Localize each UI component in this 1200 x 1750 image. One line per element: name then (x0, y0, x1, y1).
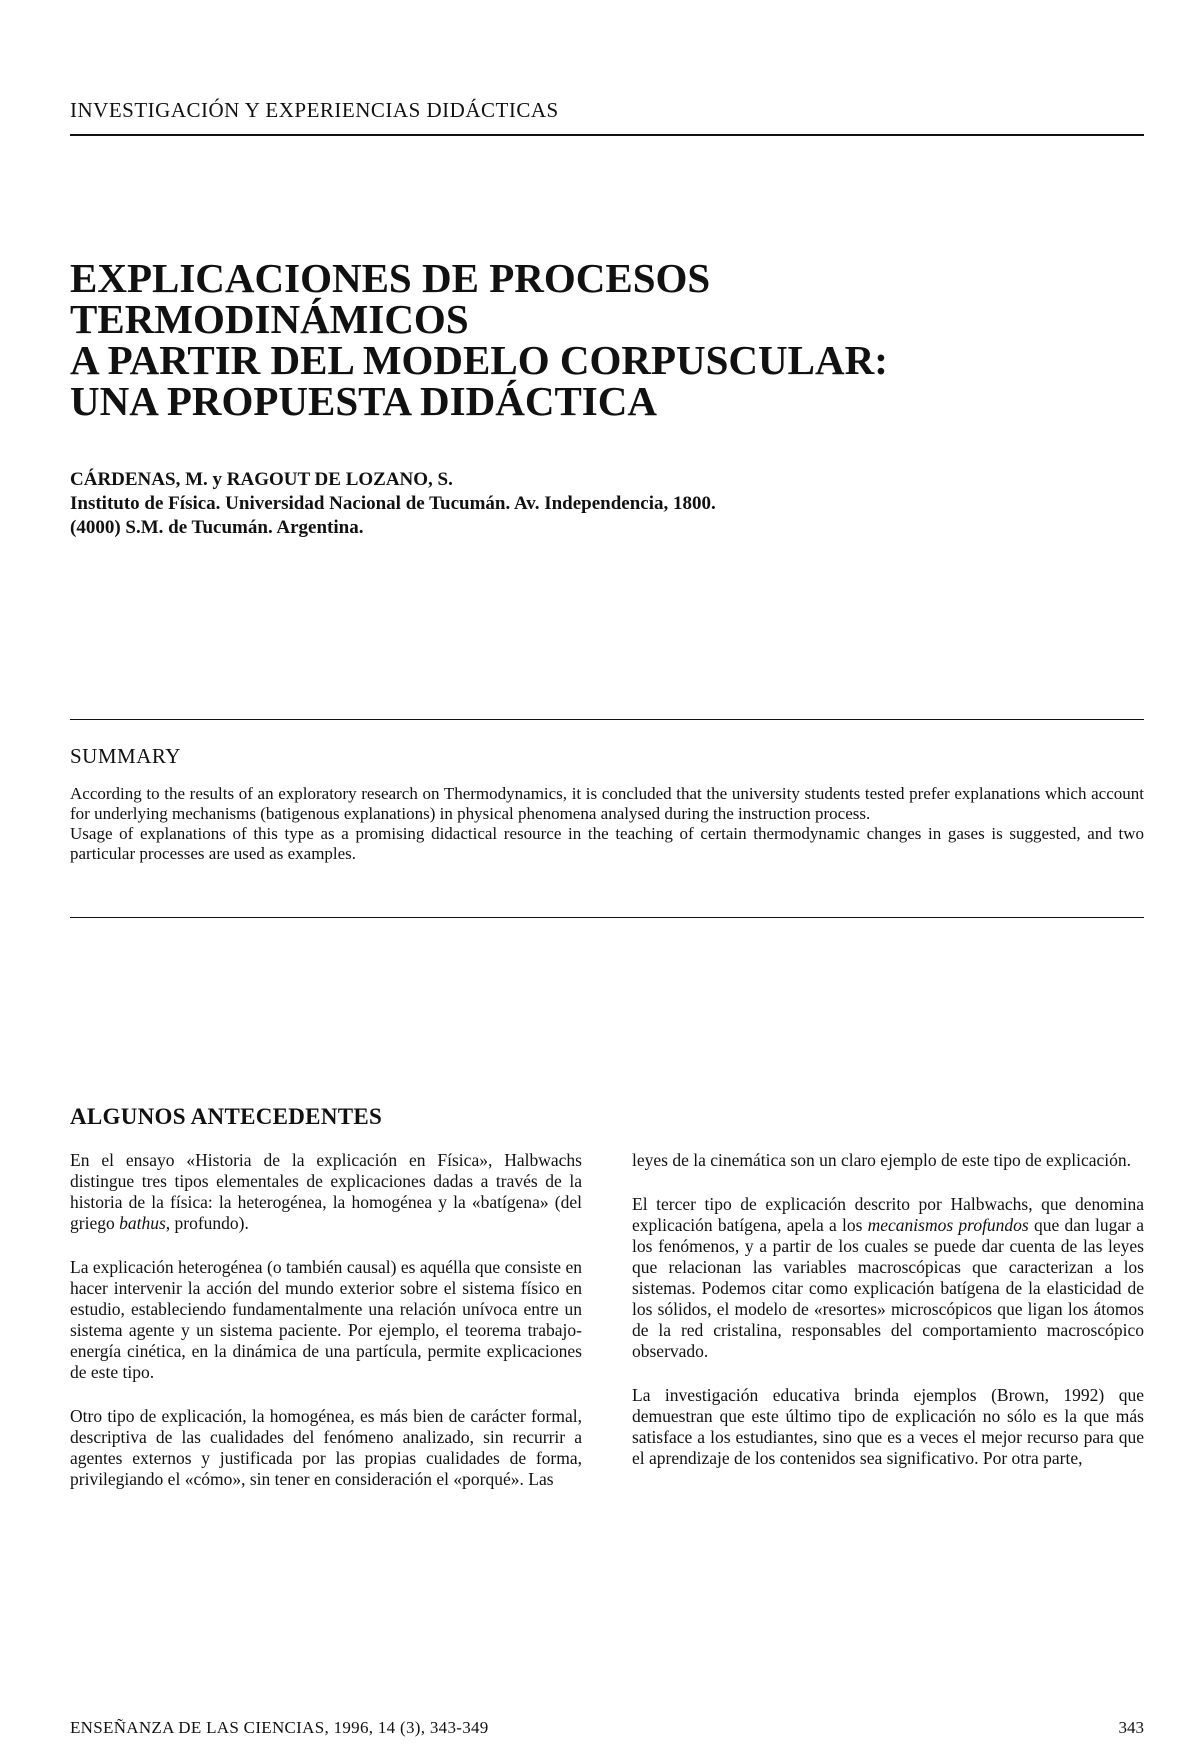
paragraph-text: El tercer tipo de explicación descrito por Halbwachs, que denomina explicación batígena, apela a los (632, 1194, 1144, 1235)
author-names: CÁRDENAS, M. y RAGOUT DE LOZANO, S. (70, 469, 453, 490)
author-block (70, 468, 1070, 540)
footer-page-number: 343 (1118, 1718, 1144, 1737)
right-column (632, 1150, 1144, 1492)
affiliation-line: (4000) S.M. de Tucumán. Argentina. (70, 517, 364, 538)
title-line: UNA PROPUESTA DIDÁCTICA (70, 378, 657, 424)
footer-journal-citation: ENSEÑANZA DE LAS CIENCIAS, 1996, 14 (3), 343-349 (70, 1718, 489, 1737)
paragraph-text: , profundo). (165, 1213, 249, 1233)
title-line: TERMODINÁMICOS (70, 296, 469, 342)
paragraph-text: que dan lugar a los fenómenos, y a partir de los cuales se puede dar cuenta de las leyes que relacionan las variables macroscópicas que caracterizan a los sistemas. Podemos citar como explicación batígena de la elasticidad de los sólidos, el modelo de «resortes» microscópicos que ligan los átomos de la red cristalina, responsables del comportamiento macroscópico observado. (632, 1215, 1144, 1361)
header-rule (70, 134, 1144, 136)
summary-paragraph: Usage of explanations of this type as a promising didactical resource in the teaching of certain thermodynamic changes in gases is suggested, and two particular processes are used as examples. (70, 824, 1144, 863)
summary-bottom-rule (70, 917, 1144, 918)
left-column (70, 1150, 582, 1513)
summary-top-rule (70, 719, 1144, 720)
section-heading: ALGUNOS ANTECEDENTES (70, 1104, 383, 1129)
body-paragraph: Otro tipo de explicación, la homogénea, es más bien de carácter formal, descriptiva de las cualidades del fenómeno analizado, sin recurrir a agentes externos y justificada por las propias cualidades de forma, privilegiando el «cómo», sin tener en consideración el «porqué». Las (70, 1406, 582, 1489)
title-line: A PARTIR DEL MODELO CORPUSCULAR: (70, 337, 888, 383)
affiliation-line: Instituto de Física. Universidad Nacional de Tucumán. Av. Independencia, 1800. (70, 493, 716, 514)
summary-heading: SUMMARY (70, 744, 181, 768)
italic-term: bathus (119, 1213, 166, 1233)
title-line: EXPLICACIONES DE PROCESOS (70, 255, 711, 301)
body-paragraph (632, 1194, 1144, 1362)
running-header: INVESTIGACIÓN Y EXPERIENCIAS DIDÁCTICAS (70, 98, 559, 122)
summary-body (70, 784, 1144, 864)
body-paragraph: leyes de la cinemática son un claro ejemplo de este tipo de explicación. (632, 1150, 1132, 1170)
body-paragraph: La investigación educativa brinda ejemplos (Brown, 1992) que demuestran que este último tipo de explicación no sólo es la que más satisface a los estudiantes, sino que es a veces el mejor recurso para que el aprendizaje de los contenidos sea significativo. Por otra parte, (632, 1385, 1144, 1468)
article-title (70, 255, 1130, 424)
body-paragraph (70, 1150, 582, 1234)
body-paragraph: La explicación heterogénea (o también causal) es aquélla que consiste en hacer intervenir la acción del mundo exterior sobre el sistema físico en estudio, estableciendo fundamentalmente una relación unívoca entre un sistema agente y un sistema paciente. Por ejemplo, el teorema trabajo-energía cinética, en la dinámica de una partícula, permite explicaciones de este tipo. (70, 1257, 582, 1382)
summary-paragraph: According to the results of an exploratory research on Thermodynamics, it is concluded that the university students tested prefer explanations which account for underlying mechanisms (batigenous explanations) in physical phenomena analysed during the instruction process. (70, 784, 1144, 823)
paragraph-text: En el ensayo «Historia de la explicación en Física», Halbwachs distingue tres tipos elementales de explicaciones dadas a través de la historia de la física: la heterogénea, la homogénea y la «batígena» (del griego (70, 1150, 582, 1233)
italic-term: mecanismos profundos (867, 1215, 1029, 1235)
